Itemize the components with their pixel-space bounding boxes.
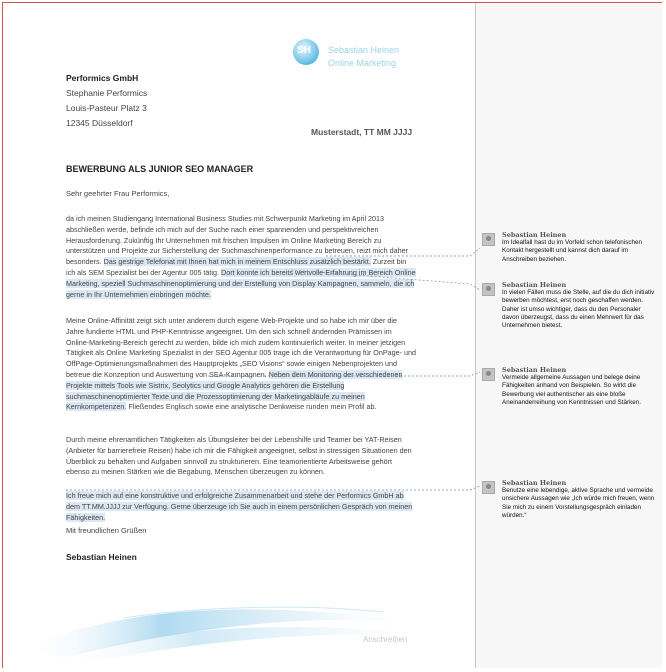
paragraph-1-text: da ich meinen Studiengang International Business Studies mit Schwerpunkt Marketing im April 2013 abschließen werde, befinde ich mich auf der Suche nach einer spannenden und perspektivreichen Herausforderung. Zukünftig Ihr Unternehmen mit frischen Impulsen im Online Marketing Bereich zu unterstützen und Projekte zur Sicherstellung der Suchmaschinenperformance zu betreuen, reizt mich daher besonders. <box>66 214 408 267</box>
paragraph-2[interactable] <box>66 316 416 413</box>
document-page <box>3 3 475 668</box>
logo-name: Sebastian Heinen <box>328 45 400 55</box>
highlight-kernkompetenzen[interactable]: Neben dem Monitoring der verschiedenen Projekte mittels Tools wie Sistrix, Seolytics und Google Analytics gehören die Erstellung suchmaschinenoptimierter Texte und die Prozessoptimierung der Marketingabläufe zu meinen Kernkompetenzen. <box>66 369 403 412</box>
avatar-icon <box>482 233 495 246</box>
letter-subject: BEWERBUNG ALS JUNIOR SEO MANAGER <box>66 164 254 174</box>
highlight-telefonat[interactable]: Das gestrige Telefonat mit Ihnen hat mich in meinem Entschluss zusätzlich bestärkt. <box>103 257 371 267</box>
comment-text: Vermeide allgemeine Aussagen und belege deine Fähigkeiten anhand von Beispielen. So wirkt die Bewerbung viel authentischer als eine bloße Aneinanderreihung von Kenntnissen und Stärken. <box>502 374 641 406</box>
logo-tagline: Online Marketing <box>328 58 397 68</box>
comment-author: Sebastian Heinen <box>502 366 567 374</box>
recipient-company: Performics GmbH <box>66 73 139 83</box>
footer-label: Anschreiben <box>363 635 408 644</box>
comment-text: Im Idealfall hast du im Vorfeld schon telefonischen Kontakt hergestellt und kannst dich darauf im Anschreiben beziehen. <box>502 239 643 263</box>
comment-author: Sebastian Heinen <box>502 231 567 239</box>
comment-author: Sebastian Heinen <box>502 479 567 487</box>
comment-text: Benutze eine lebendige, aktive Sprache und vermeide unsichere Aussagen wie „Ich würde mich freuen, wenn Sie mich zu einem Vorstellungsgespräch einladen würden.“ <box>502 487 655 519</box>
date-line: Musterstadt, TT MM JJJJ <box>311 127 413 137</box>
signature: Sebastian Heinen <box>66 552 137 562</box>
comment-text: In vielen Fällen muss die Stelle, auf die du dich initiativ bewerben möchtest, erst noch geschaffen werden. Daher ist umso wichtiger, dass du den Personaler davon überzeugst, dass du einen Mehrwert für das Unternehmen bietest. <box>502 289 655 330</box>
paragraph-1[interactable] <box>66 214 416 300</box>
paragraph-1-text-b: Zurzeit bin ich als SEM Spezialist bei der Agentur 005 tätig. <box>66 257 407 277</box>
closing: Mit freundlichen Grüßen <box>66 526 147 535</box>
highlight-zusammenarbeit[interactable]: Ich freue mich auf eine konstruktive und erfolgreiche Zusammenarbeit und stehe der Performics GmbH ab dem TT.MM.JJJJ zur Verfügung. Gerne überzeuge ich Sie auch in einem persönlichen Gespräch von meinen Fähigkeiten. <box>66 491 413 522</box>
paragraph-4[interactable] <box>66 491 416 523</box>
avatar-icon <box>482 368 495 381</box>
paragraph-2-text: Meine Online-Affinität zeigt sich unter anderem durch eigene Web-Projekte und so habe ich mir über die Jahre fundierte HTML und PHP-Kenntnisse angeeignet. Um den sich schnell ändernden Prämissen im Online-Marketing-Bereich gerecht zu werden, bilde ich mich zudem kontinuierlich weiter. In meiner jetzigen Tätigkeit als Online Marketing Spezialist in der SEO Agentur 005 trage ich die Verantwortung für OnPage- und OffPage-Optimierungsmaßnahmen des Hauptprojekts „SEO Visions“ sowie einigen Nebenprojekten und betreue die Konzeption und Auswertung von SEA-Kampagnen. <box>66 316 416 379</box>
avatar-icon <box>482 283 495 296</box>
paragraph-3[interactable]: Durch meine ehrenamtlichen Tätigkeiten als Übungsleiter bei der Lebenshilfe und Teamer bei YAT-Reisen (Anbieter für barrierefreie Reisen) habe ich mir die Fähigkeit angeeignet, selbst in stressigen Situationen den Überblick zu behalten und Aufgaben sinnvoll zu strukturieren. Eine teamorientierte Arbeitsweise gehört ebenso zu meinen Stärken wie die Begabung, Menschen überzeugen zu können. <box>66 435 412 477</box>
salutation: Sehr geehrter Frau Performics, <box>66 189 170 198</box>
logo-text <box>328 44 399 70</box>
recipient-address <box>66 71 147 131</box>
recipient-city: 12345 Düsseldorf <box>66 118 133 128</box>
avatar-icon <box>482 481 495 494</box>
comment-pane <box>475 3 662 668</box>
paragraph-2-text-b: Fließendes Englisch sowie eine analytische Denkweise runden mein Profil ab. <box>128 402 377 412</box>
recipient-name: Stephanie Performics <box>66 88 148 98</box>
highlight-erfahrung[interactable]: Dort konnte ich bereits wertvolle Erfahrung im Bereich Online Marketing, speziell Suchmaschinenoptimierung und der Erstellung von Display Kampagnen, sammeln, die ich gerne in Ihr Unternehmen einbringen möchte. <box>66 267 416 299</box>
comment-author: Sebastian Heinen <box>502 281 567 289</box>
logo-icon: SH <box>293 39 319 65</box>
swoosh-decoration <box>3 588 475 668</box>
recipient-street: Louis-Pasteur Platz 3 <box>66 103 147 113</box>
